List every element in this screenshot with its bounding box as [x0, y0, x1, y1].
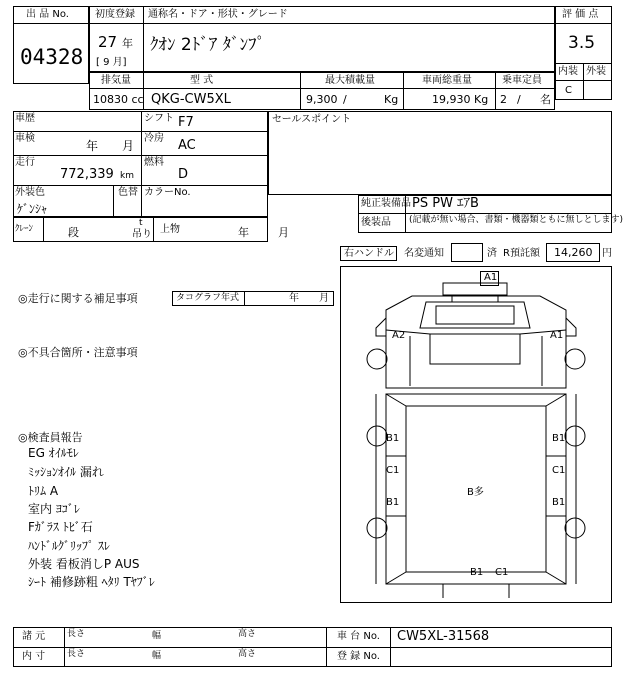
interior-grade: C — [565, 85, 572, 96]
inspector-item: 外装 看板消しP AUS — [28, 557, 140, 571]
recycle-prefix: 済 — [487, 248, 497, 259]
recycle-unit: 円 — [602, 248, 612, 259]
driving-notes-label: ◎走行に関する補足事項 — [18, 292, 138, 305]
capacity-unit: 名 — [540, 93, 551, 106]
tachograph-year: 年 — [289, 293, 299, 304]
aircon-value: AC — [178, 138, 196, 153]
exterior-color-value: ｹﾞﾝｼｬ — [17, 202, 48, 216]
in-width-label: 幅 — [152, 651, 162, 661]
measured-label: 内 寸 — [22, 651, 46, 662]
model-title-label: 通称名・ドア・形状・グレード — [148, 9, 288, 20]
truck-diagram — [340, 266, 612, 603]
gross-weight-value: 19,930 Kg — [432, 93, 489, 106]
max-load-slash: / — [343, 93, 347, 106]
history-label: 車歴 — [15, 113, 35, 124]
name-change-box — [451, 243, 483, 262]
inspection-year: 年 — [86, 139, 99, 153]
model-name: ｸｵﾝ 2ﾄﾞｱ ﾀﾞﾝﾌﾟ — [150, 35, 266, 55]
crane-year: 年 — [238, 226, 249, 239]
damage-mark-b-center: B多 — [467, 487, 484, 498]
inspection-month: 月 — [122, 139, 135, 153]
crane-ton: t — [139, 218, 143, 228]
model-code-label: 型 式 — [190, 75, 214, 86]
score-value: 3.5 — [568, 33, 596, 53]
damage-mark-b1-left-lower: B1 — [386, 497, 400, 508]
mileage-label: 走行 — [15, 157, 35, 168]
recycle-amount: 14,260 — [554, 246, 593, 259]
crane-month: 月 — [278, 226, 289, 239]
inspection-label: 車検 — [15, 133, 35, 144]
right-handle-label: 右ハンドル — [344, 248, 394, 259]
mileage-value: 772,339 — [60, 167, 114, 182]
max-load-value: 9,300 — [306, 93, 338, 106]
lot-label: 出 品 No. — [26, 9, 69, 20]
inspector-item: ｼｰﾄ 補修跡粗 ﾍﾀﾘ Tﾔﾌﾞﾚ — [28, 575, 155, 589]
shift-value: F7 — [178, 115, 194, 130]
damage-mark-a1-top: A1 — [484, 272, 498, 283]
name-change-label: 名変通知 — [404, 248, 444, 259]
fuel-label: 燃料 — [144, 157, 164, 168]
inspector-label: ◎検査員報告 — [18, 431, 83, 444]
aircon-label: 冷房 — [144, 133, 164, 144]
damage-mark-b1-rear: B1 — [470, 567, 484, 578]
dim-length-label: 長さ — [67, 629, 86, 639]
dim-width-label: 幅 — [152, 631, 162, 641]
exterior-color-label: 外装色 — [15, 187, 45, 198]
tachograph-label: タコグラフ年式 — [176, 293, 240, 303]
inspector-item: ﾐｯｼｮﾝｵｲﾙ 漏れ — [28, 465, 104, 479]
crane-hoist: 吊り — [132, 229, 152, 240]
dim-height-label: 高さ — [238, 629, 257, 639]
color-change-label: 色替 — [118, 187, 138, 198]
tachograph-month: 月 — [319, 293, 329, 304]
interior-label: 内装 — [558, 66, 578, 77]
max-load-unit: Kg — [384, 93, 399, 106]
dimensions-label: 諸 元 — [22, 631, 46, 642]
sales-point-label: セールスポイント — [272, 114, 352, 125]
inspector-item: ﾊﾝﾄﾞﾙｸﾞﾘｯﾌﾟ ｽﾚ — [28, 539, 110, 553]
damage-mark-a2-left: A2 — [392, 330, 406, 341]
chassis-number: CW5XL-31568 — [397, 629, 490, 644]
first-reg-year-unit: 年 — [122, 37, 133, 50]
damage-mark-c1-right: C1 — [552, 465, 566, 476]
capacity-value: 2 — [500, 93, 507, 106]
inspector-item: 室内 ﾖｺﾞﾚ — [28, 502, 80, 516]
crane-stage: 段 — [68, 226, 79, 239]
model-code: QKG-CW5XL — [151, 92, 231, 107]
first-reg-month: [ 9 月] — [96, 57, 127, 68]
damage-mark-b1-left: B1 — [386, 433, 400, 444]
first-reg-year: 27 — [98, 33, 118, 51]
score-label: 評 価 点 — [562, 9, 599, 20]
damage-mark-c1-rear: C1 — [495, 567, 509, 578]
capacity-label: 乗車定員 — [502, 75, 542, 86]
capacity-slash: / — [517, 93, 521, 106]
recycle-label: R預託額 — [503, 248, 540, 259]
inspector-item: ﾄﾘﾑ A — [28, 484, 59, 498]
aftermarket-label: 後装品 — [361, 217, 391, 228]
in-length-label: 長さ — [67, 649, 86, 659]
fuel-value: D — [178, 167, 189, 182]
damage-mark-c1-left: C1 — [386, 465, 400, 476]
defects-label: ◎不具合箇所・注意事項 — [18, 346, 138, 359]
equipment-value: PS PW ｴｱB — [412, 196, 479, 211]
displacement-label: 排気量 — [101, 75, 131, 86]
crane-label: ｸﾚｰﾝ — [15, 224, 34, 234]
inspector-item: EG ｵｲﾙﾓﾚ — [28, 446, 79, 460]
displacement-value: 10830 cc — [93, 93, 144, 106]
aftermarket-note: (記載が無い場合、書類・機器類ともに無しとします) — [409, 215, 624, 225]
registration-label: 登 録 No. — [337, 651, 380, 662]
lot-number: 04328 — [20, 45, 84, 69]
color-no-label: カラーNo. — [144, 187, 191, 198]
shift-label: シフト — [144, 113, 174, 124]
gross-weight-label: 車両総重量 — [422, 75, 472, 86]
damage-mark-b1-right: B1 — [552, 433, 566, 444]
mileage-unit: km — [120, 171, 134, 181]
in-height-label: 高さ — [238, 649, 257, 659]
inspector-item: Fｶﾞﾗｽ ﾄﾋﾞ石 — [28, 520, 93, 534]
damage-mark-a1-right: A1 — [550, 330, 564, 341]
exterior-label: 外装 — [586, 66, 606, 77]
damage-mark-b1-right-lower: B1 — [552, 497, 566, 508]
crane-top-label: 上物 — [160, 224, 180, 235]
equipment-label: 純正装備品 — [361, 198, 411, 209]
max-load-label: 最大積載量 — [325, 75, 375, 86]
chassis-label: 車 台 No. — [337, 631, 380, 642]
first-reg-label: 初度登録 — [95, 9, 135, 20]
